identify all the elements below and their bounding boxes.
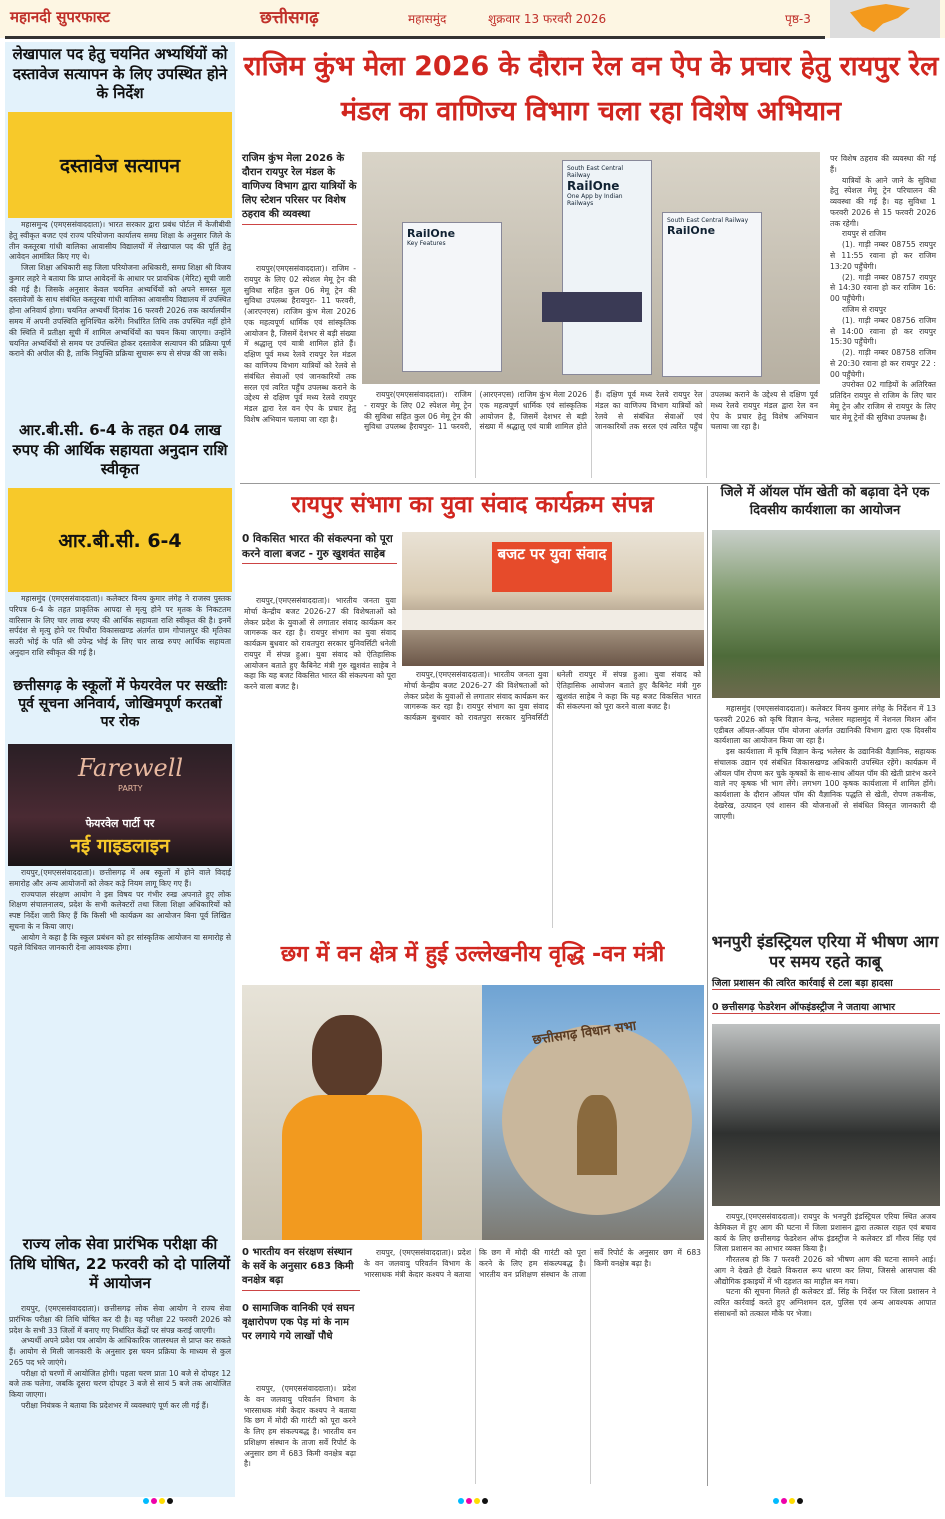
state-map-image [830,0,940,38]
forest-body-cols [360,1246,705,1486]
vidhan-sabha-building [482,985,704,1240]
fire-body [710,1210,940,1486]
paragraph: परीक्षा नियंत्रक ने बताया कि प्रदेशभर में व्यवस्थाएं पूर्ण कर ली गई हैं। [21,1401,209,1411]
fire-subheadline-2: 0 छत्तीसगढ़ फेडरेशन ऑफइंडस्ट्रीज ने जताया आभार [712,1000,940,1014]
oilpalm-body [710,702,940,926]
banner-text: RailOne [567,179,620,193]
image-text: PARTY [118,784,143,793]
railone-banner [662,212,762,377]
article-psc-body [5,1302,235,1452]
paragraph: महासमुंद (एमएससंवाददाता)। कलेक्टर विनय कुमार लंगेह के निर्देशन में 13 फरवरी 2026 को कृषि विज्ञान केन्द्र, भलेसर महासमुंद में नेशनल मिशन ऑन एडीबल ऑयल-ऑयल पॉम योजना अंतर्गत उद्यानिकी विभाग द्वारा एक दिवसीय कार्यशाला का आयोजन किया जा रहा है। [714,704,936,746]
headline-farewell: छत्तीसगढ़ के स्कूलों में फेयरवेल पर सख्तीः पूर्व सूचना अनिवार्य, जोखिमपूर्ण करतबों पर रोक [13,678,227,731]
masthead [0,0,945,38]
paragraph: इस कार्यशाला में कृषि विज्ञान केन्द्र भलेसर के उद्यानिकी वैज्ञानिक, सहायक संचालक उद्यान एवं संबंधित विकासखण्ड अधिकारी उपस्थित रहेंगे। कार्यक्रम में ऑयल पॉम रोपण कर चुके कृषकों के साथ-साथ ऑयल पॉम की खेती प्रारंभ करने वाले नए कृषक भी भाग लेंगे। लगभग 100 कृषक कार्यशाला में शामिल होंगे। कार्यशाला के दौरान ऑयल पॉम की वैज्ञानिक पद्धति से खेती, रोपण तकनीक, देखरेख, उत्पादन एवं शासन की योजनाओं से संबंधित विस्तृत जानकारी दी जाएगी। [714,747,936,821]
banner-text: South East Central Railway [567,165,624,179]
headline-rbc: आर.बी.सी. 6-4 के तहत 04 लाख रुपए की आर्थिक सहायता अनुदान राशि स्वीकृत [12,421,228,478]
fire-smoke-photo [712,1024,940,1206]
page-number: पृष्ठ-3 [785,12,811,26]
paragraph: जिला शिक्षा अधिकारी सह जिला परियोजना अधिकारी, समग्र शिक्षा श्री विजय कुमार लहरे ने बताया कि प्राप्त आवेदनों के आधार पर प्रावधिक (मेरिट) सूची जारी की गई है। जिसके अनुसार केवल चयनित अभ्यर्थियों को अपने समस्त मूल दस्तावेजों के साथ संबंधित कस्तूरबा गांधी बालिका आवासीय विद्यालय में उपस्थित होना अनिवार्य होगा। चयनित अभ्यर्थी दिनांक 16 फरवरी 2026 तक कार्यालयीन समय में अपनी उपस्थिति सुनिश्चित करेंगे। निर्धारित तिथि तक उपस्थित नहीं होने की स्थिति में प्रतीक्षा सूची में शामिल अभ्यर्थियों का चयन किया जाएगा। उन्होंने चयनित अभ्यर्थियों से समय पर उपस्थित होकर दस्तावेज सत्यापन की प्रक्रिया पूर्ण कराने की अपील की है, ताकि नियुक्ति प्रक्रिया सुचारू रूप से संपन्न की जा सके। [9,263,231,359]
train-entry: (2). गाड़ी नम्बर 08757 रायपुर से 14:30 रवाना हो कर राजिम 16: 00 पहुँचेगी। [830,272,936,304]
staff-figures [542,292,642,322]
edition-place: महासमुंद [408,12,447,26]
paragraph: महासमुंद (एमएससंवाददाता)। कलेक्टर विनय कुमार लंगेह ने राजस्व पुस्तक परिपत्र 6-4 के तहत प्राकृतिक आपदा से मृत्यु होने पर मृतक के निकटतम वारिसान के लिए चार लाख रुपए की आर्थिक सहायता राशि स्वीकृत की है। इनमें सर्पदंश से मृत्यु होने पर पिथौरा विकासखण्ड अंतर्गत ग्राम गोपालपुर की मृतिका सउरी भोई के पति श्री उपेन्द्र भोई के लिए चार लाख रुपए आर्थिक सहायता अनुदान राशि स्वीकृत की गई है। [9,594,231,657]
paragraph: रायपुर, (एमएससंवाददाता)। छत्तीसगढ़ लोक सेवा आयोग ने राज्य सेवा प्रारंभिक परीक्षा की तिथि घोषित कर दी है। यह परीक्षा 22 फरवरी 2026 को प्रदेश के सभी 33 जिलों में बनाए गए निर्धारित केंद्रों पर संपन्न कराई जाएगी। [9,1304,231,1335]
paragraph: परीक्षा दो चरणों में आयोजित होगी। पहला चरण प्रातः 10 बजे से दोपहर 12 बजे तक चलेगा, जबकि दूसरा चरण दोपहर 3 बजे से सायं 5 बजे तक आयोजित किया जाएगा। [9,1368,231,1400]
yuva-subheadline: 0 विकसित भारत की संकल्पना को पूरा करने वाला बजट - गुरु खुशवंत साहेब [242,532,397,564]
railone-banner [562,160,652,375]
paragraph: उपरोक्त 02 गाड़ियों के अतिरिक्त प्रतिदिन रायपुर से राजिम के लिए चार मेमू ट्रेन और राजिम से रायपुर के लिए चार मेमू ट्रेनों की सुविधा उपलब्ध है। [830,380,936,422]
image-text: Farewell [78,754,184,782]
headline-accountant: लेखापाल पद हेतु चयनित अभ्यर्थियों को दस्तावेज सत्यापन के लिए उपस्थित होने के निर्देश [12,45,228,102]
paragraph: रायपुर,(एमएससंवाददाता)। छत्तीसगढ़ में अब स्कूलों में होने वाले विदाई समारोह और अन्य आयोजनों को लेकर कड़े नियम लागू किए गए हैं। [9,868,231,888]
print-registration-marks [0,1498,945,1510]
forest-headline: छग में वन क्षेत्र में हुई उल्लेखनीय वृद्धि -वन मंत्री [280,942,665,967]
railone-banner [402,222,502,372]
header-divider [5,36,825,39]
paragraph: यात्रियों के आने जाने के सुविधा हेतु स्पेशल मेमू ट्रेन परिचालन की व्यवस्था की गई है। यह सुविधा 1 फरवरी 2026 से 15 फरवरी 2026 तक रहेगी। [830,175,936,228]
paragraph: घटना की सूचना मिलते ही कलेक्टर डॉ. सिंह के निर्देश पर जिला प्रशासन ने त्वरित कार्रवाई करते हुए अग्निशमन दल, पुलिस एवं अन्य आवश्यक आपात संसाधनों को तत्काल मौके पर भेजा। [714,1287,936,1319]
minister-portrait [242,985,482,1240]
headline-psc-exam: राज्य लोक सेवा प्रारंभिक परीक्षा की तिथि घोषित, 22 फरवरी को दो पालियों में आयोजन [9,1235,231,1292]
rbc-box: आर.बी.सी. 6-4 [8,488,232,592]
yuva-samvad-photo [402,532,704,666]
banner-text: Key Features [407,240,446,247]
paragraph: अभ्यर्थी अपने प्रवेश पत्र आयोग के आधिकारिक जालस्थल से प्राप्त कर सकते हैं। आयोग से मिली जानकारी के अनुसार इस चयन प्रक्रिया के माध्यम से कुल 265 पद भरे जाएंगे। [9,1336,231,1367]
rail-subheadline: राजिम कुंभ मेला 2026 के दौरान रायपुर रेल मंडल के वाणिज्य विभाग द्वारा यात्रियों के लिए स्टेशन परिसर पर विशेष ठहराव की व्यवस्था [242,152,357,225]
article-accountant-body [5,218,235,418]
yuva-headline: रायपुर संभाग का युवा संवाद कार्यक्रम संपन्न [291,492,654,518]
image-caption: नई गाइडलाइन [70,835,170,857]
paragraph: राज्यपाल संरक्षण आयोग ने इस विषय पर गंभीर रुख अपनाते हुए लोक शिक्षण संचालनालय, प्रदेश के सभी कलेक्टरों तथा जिला शिक्षा अधिकारियों को स्पष्ट निर्देश जारी किए हैं कि किसी भी कार्यक्रम का आयोजन बिना पूर्व लिखित सूचना के न किया जाए। [9,889,231,931]
schedule-heading: रायपुर से राजिम [842,229,887,239]
forest-body-col1 [240,1382,360,1486]
paragraph: रायपुर,(एमएससंवाददाता)। रायपुर के भनपुरी इंडस्ट्रियल एरिया स्थित अजय केमिकल में हुए आग की घटना में जिला प्रशासन द्वारा तत्काल राहत एवं बचाव कार्य के लिए छत्तीसगढ़ फेडरेशन ऑफ इंडस्ट्रीज ने कलेक्टर डॉ गौरव सिंह एवं जिला प्रशासन का आभार व्यक्त किया है। [714,1212,936,1254]
rail-train-schedule [826,152,940,480]
forest-subheadline-2: 0 सामाजिक वानिकी एवं सघन वृक्षारोपण एक पेड़ मां के नाम पर लगाये गये लाखों पौधे [242,1303,355,1342]
rail-body-col1 [240,262,360,480]
article-rbc-body [5,592,235,674]
yuva-body-cols [400,668,705,930]
train-entry: (2). गाड़ी नम्बर 08758 राजिम से 20:30 रवाना हो कर रायपुर 22 : 00 पहुँचेगी। [830,348,936,379]
forest-subheadline-1: 0 भारतीय वन संरक्षण संस्थान के सर्वे के अनुसार 683 किमी वनक्षेत्र बढ़ा [242,1246,360,1291]
fire-subheadline-1: जिला प्रशासन की त्वरित कार्रवाई से टला बड़ा हादसा [712,976,940,990]
paragraph: महासमुन्द (एमएससंवाददाता)। भारत सरकार द्वारा प्रबंध पोर्टल में केजीबीवी हेतु स्वीकृत बजट एवं राज्य परियोजना कार्यालय समग्र शिक्षा के अनुसार जिले के तीन कस्तूरबा गांधी बालिका आवासीय विद्यालयों में लेखापाल पद की पूर्ति हेतु आवेदन आमंत्रित किए गए थे। [9,220,231,262]
issue-date: शुक्रवार 13 फरवरी 2026 [488,12,607,26]
paragraph: आयोग ने कहा है कि स्कूल प्रबंधन को हर सांस्कृतिक आयोजन या समारोह से पहले विधिवत जानकारी देना आवश्यक होगा। [9,932,231,953]
banner-text: One App by Indian Railways [567,193,623,207]
building-text: छत्तीसगढ़ विधान सभा [531,1018,638,1049]
paragraph: रायपुर(एमएससंवाददाता)। राजिम - रायपुर के लिए 02 स्पेशल मेमू ट्रेन की सुविधा सहित कुल 06 मेमू ट्रेन की सुविधा उपलब्ध हैरायपुरः- 11 फरवरी,(आरएनएस) ।राजिम कुंभ मेला 2026 एक महत्वपूर्ण धार्मिक एवं सांस्कृतिक आयोजन है, जिसमें देशभर से बड़ी संख्या में श्रद्धालु एवं यात्री शामिल होते हैं। दक्षिण पूर्व मध्य रेलवे रायपुर रेल मंडल का वाणिज्य विभाग यात्रियों को रेलवे से संबंधित सेवाओं एवं जानकारियों तक सरल एवं त्वरित पहुँच उपलब्ध कराने के उद्देश्य से दक्षिण पूर्व मध्य रेलवे रायपुर मंडल द्वारा रेल वन ऐप के प्रचार हेतु विशेष अभियान चलाया जा रहा है। [364,390,818,432]
paragraph: पर विशेष ठहराव की व्यवस्था की गई हैं। [830,154,936,174]
banner-text: RailOne [407,227,456,240]
paragraph: रायपुर(एमएससंवाददाता)। राजिम - रायपुर के लिए 02 स्पेशल मेमू ट्रेन की सुविधा सहित कुल 06 मेमू ट्रेन की सुविधा उपलब्ध हैरायपुरः- 11 फरवरी,(आरएनएस) ।राजिम कुंभ मेला 2026 एक महत्वपूर्ण धार्मिक एवं सांस्कृतिक आयोजन है, जिसमें देशभर से बड़ी संख्या में श्रद्धालु एवं यात्री शामिल होते हैं। दक्षिण पूर्व मध्य रेलवे रायपुर रेल मंडल का वाणिज्य विभाग यात्रियों को रेलवे से संबंधित सेवाओं एवं जानकारियों तक सरल एवं त्वरित पहुँच उपलब्ध कराने के उद्देश्य से दक्षिण पूर्व मध्य रेलवे रायपुर मंडल द्वारा रेल वन ऐप के प्रचार हेतु विशेष अभियान चलाया जा रहा है। [244,264,356,424]
banner-text: RailOne [667,224,716,237]
paragraph: रायपुर,(एमएससंवाददाता)। भारतीय जनता युवा मोर्चा केन्द्रीय बजट 2026-27 की विशेषताओं को लेकर प्रदेश के युवाओं से लगातार संवाद कार्यक्रम कर जागरूक कर रहा है। रायपुर संभाग का युवा संवाद कार्यक्रम बुधवार को रावतपुरा सरकार युनिवर्सिटी धनेली रायपुर में संपन्न हुआ। युवा संवाद को ऐतिहासिक आयोजन बताते हुए कैबिनेट मंत्री गुरु खुशवंत साहेब ने कहा कि यह बजट विकसित भारत की संकल्पना को पूरा करने वाला बजट है। [244,596,396,692]
newspaper-name: महानदी सुपरफास्ट [10,8,110,26]
paragraph: गौरतलब हो कि 7 फरवरी 2026 को भीषण आग की घटना सामने आई। आग ने देखते ही देखते विकराल रूप धारण कर लिया, जिससे आसपास की औद्योगिक इकाइयों में भी दहशत का माहौल बन गया। [714,1255,936,1286]
stage-table [402,610,704,630]
left-column [5,42,235,1497]
oilpalm-headline: जिले में ऑयल पॉम खेती को बढ़ावा देने एक दिवसीय कार्यशाला का आयोजन [720,485,930,518]
paragraph: रायपुर,(एमएससंवाददाता)। भारतीय जनता युवा मोर्चा केन्द्रीय बजट 2026-27 की विशेषताओं को लेकर प्रदेश के युवाओं से लगातार संवाद कार्यक्रम कर जागरूक कर रहा है। रायपुर संभाग का युवा संवाद कार्यक्रम बुधवार को रावतपुरा सरकार युनिवर्सिटी धनेली रायपुर में संपन्न हुआ। युवा संवाद को ऐतिहासिक आयोजन बताते हुए कैबिनेट मंत्री गुरु खुशवंत साहेब ने कहा कि यह बजट विकसित भारत की संकल्पना को पूरा करने वाला बजट है। [404,670,701,723]
train-entry: (1). गाड़ी नम्बर 08756 राजिम से 14:00 रवाना हो कर रायपुर 15:30 पहुँचेगी। [830,315,936,347]
paragraph: रायपुर, (एमएससंवाददाता)। प्रदेश के वन जलवायु परिवर्तन विभाग के भारसाधक मंत्री केदार कश्यप ने बताया कि छग में मोदी की गारंटी को पूरा करने के लिए हम संकल्पबद्ध है। भारतीय वन प्रशिक्षण संस्थान के ताजा सर्वे रिपोर्ट के अनुसार छग में 683 किमी वनक्षेत्र बढ़ा है। [244,1384,356,1469]
article-farewell-body [5,866,235,1232]
yuva-body-col1 [240,594,400,930]
oilpalm-field-photo [712,530,940,698]
fire-headline: भनपुरी इंडस्ट्रियल एरिया में भीषण आग पर समय रहते काबू [711,932,939,971]
schedule-heading: राजिम से रायपुर [842,304,887,314]
forest-minister-photo [242,985,704,1240]
railone-stall-photo [362,152,820,384]
lion-capital [577,1095,617,1175]
farewell-party-image [8,744,232,866]
doc-verification-box: दस्तावेज सत्यापन [8,112,232,218]
paragraph: रायपुर, (एमएससंवाददाता)। प्रदेश के वन जलवायु परिवर्तन विभाग के भारसाधक मंत्री केदार कश्यप ने बताया कि छग में मोदी की गारंटी को पूरा करने के लिए हम संकल्पबद्ध है। भारतीय वन प्रशिक्षण संस्थान के ताजा सर्वे रिपोर्ट के अनुसार छग में 683 किमी वनक्षेत्र बढ़ा है। [364,1248,701,1279]
lead-headline: राजिम कुंभ मेला 2026 के दौरान रेल वन ऐप के प्रचार हेतु रायपुर रेल मंडल का वाणिज्य विभाग चला रहा विशेष अभियान [243,51,939,127]
rail-body-cols [360,388,822,480]
train-entry: (1). गाड़ी नम्बर 08755 रायपुर से 11:55 रवाना हो कर राजिम 13:20 पहुँचेगी। [830,240,936,271]
divider [707,486,708,1486]
section-name: छत्तीसगढ़ [260,8,319,28]
image-caption: फेयरवेल पार्टी पर [85,817,155,830]
budget-banner: बजट पर युवा संवाद [492,542,612,592]
banner-text: South East Central Railway [667,217,749,224]
